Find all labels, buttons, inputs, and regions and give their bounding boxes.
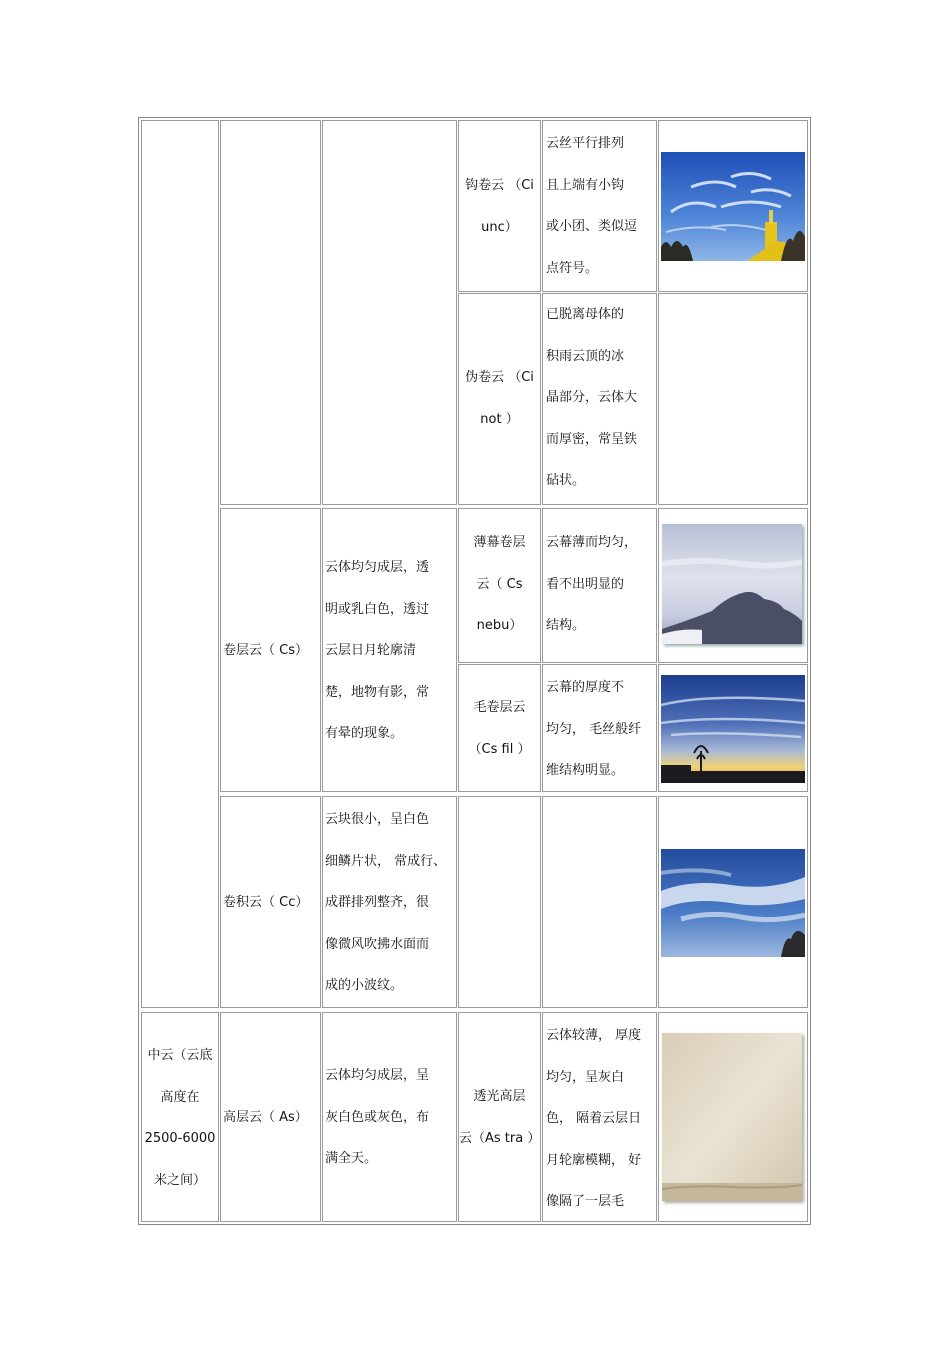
genus-name: 卷积云（ Cc） (223, 895, 309, 910)
species-desc-cell-row2 (542, 293, 657, 505)
photo-cell-row3 (658, 508, 808, 663)
cirrocumulus-photo (661, 849, 805, 957)
species-cell-row5 (458, 796, 541, 1008)
genus-desc-cell-cirrocumulus (322, 796, 457, 1008)
genus-desc-cell-blank (322, 120, 457, 505)
photo-cell-row6 (658, 1012, 808, 1222)
genus-cell-altostratus (220, 1012, 321, 1222)
species-name: 伪卷云 （Ci not ） (465, 370, 534, 427)
species-cell-row2 (458, 293, 541, 505)
species-desc-cell-row4 (542, 664, 657, 792)
species-cell-row1 (458, 120, 541, 292)
species-desc-cell-row1 (542, 120, 657, 292)
species-name: 毛卷层云 （Cs fil ） (468, 700, 531, 757)
species-desc-cell-row3 (542, 508, 657, 663)
species-description: 云丝平行排列 且上端有小钩 或小团、类似逗 点符号。 (546, 136, 638, 276)
photo-cell-row2 (658, 293, 808, 505)
genus-name: 高层云（ As） (223, 1110, 308, 1125)
species-name: 薄幕卷层 云（ Cs nebu） (473, 535, 526, 633)
species-description: 云幕的厚度不 均匀， 毛丝般纤 维结构明显。 (546, 680, 642, 778)
hooked-cirrus-photo (661, 152, 805, 261)
species-description: 云幕薄而均匀， 看不出明显的 结构。 (546, 535, 638, 633)
genus-cell-cirrostratus (220, 508, 321, 792)
species-desc-cell-row5 (542, 796, 657, 1008)
genus-desc-cell-cirrostratus (322, 508, 457, 792)
species-cell-row3 (458, 508, 541, 663)
genus-name: 卷层云（ Cs） (223, 643, 308, 658)
photo-cell-row4 (658, 664, 808, 792)
species-name: 透光高层 云（As tra ） (459, 1089, 541, 1146)
genus-description: 云体均匀成层，呈 灰白色或灰色，布 满全天。 (325, 1068, 430, 1166)
photo-cell-row1 (658, 120, 808, 292)
species-cell-row6 (458, 1012, 541, 1222)
species-description: 已脱离母体的 积雨云顶的冰 晶部分，云体大 而厚密，常呈铁 砧状。 (546, 307, 638, 488)
species-description: 云体较薄， 厚度 均匀，呈灰白 色， 隔着云层日 月轮廓模糊， 好 像隔了一层毛 (546, 1028, 642, 1209)
altostratus-translucidus-photo (662, 1033, 802, 1201)
species-cell-row4 (458, 664, 541, 792)
category-cell-high (141, 120, 219, 1008)
cirrostratus-nebulosus-photo (662, 524, 802, 644)
genus-description: 云体均匀成层，透 明或乳白色，透过 云层日月轮廓清 楚，地物有影，常 有晕的现象。 (325, 560, 430, 741)
genus-cell-blank (220, 120, 321, 505)
genus-cell-cirrocumulus (220, 796, 321, 1008)
species-name: 钩卷云 （Ci unc） (465, 178, 534, 235)
species-desc-cell-row6 (542, 1012, 657, 1222)
genus-desc-cell-altostratus (322, 1012, 457, 1222)
category-name: 中云（云底 高度在 2500-6000 米之间） (144, 1048, 216, 1188)
cirrostratus-fibratus-photo (661, 675, 805, 783)
category-cell-middle (141, 1012, 219, 1222)
genus-description: 云块很小，呈白色 细鳞片状， 常成行、 成群排列整齐，很 像微风吹拂水面而 成的小波纹。 (325, 812, 447, 993)
photo-cell-row5 (658, 796, 808, 1008)
